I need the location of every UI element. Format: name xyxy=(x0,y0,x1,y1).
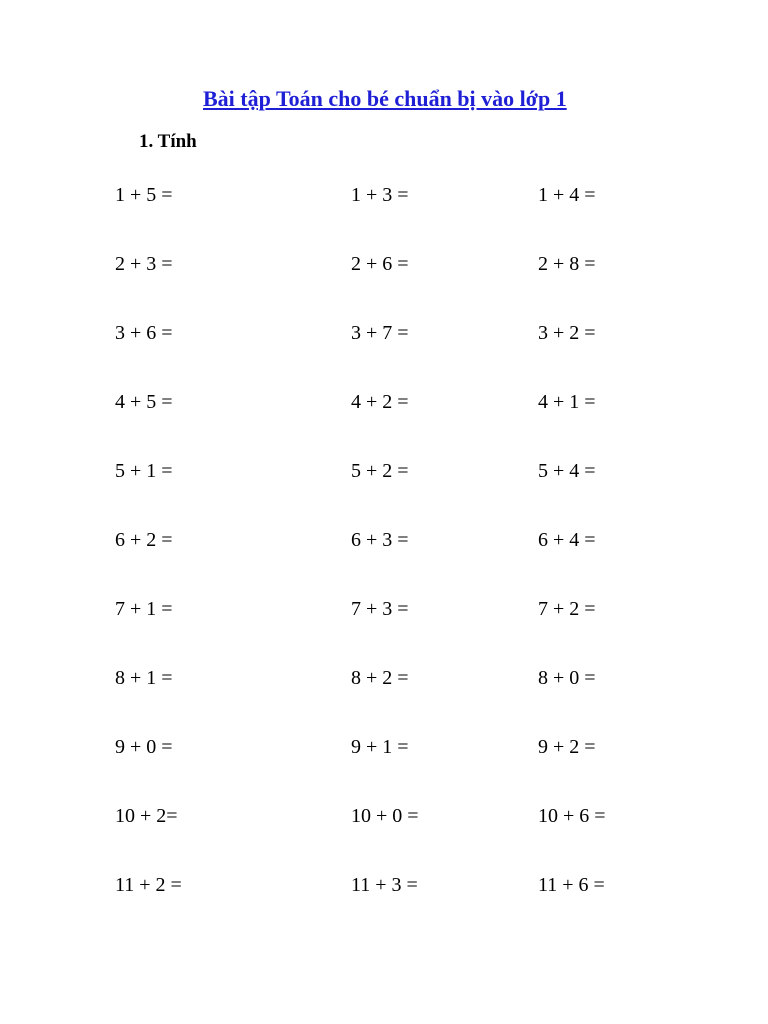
exercise-item: 4 + 5 = xyxy=(115,391,173,413)
exercise-item: 1 + 4 = xyxy=(538,184,596,206)
exercise-item: 6 + 2 = xyxy=(115,529,173,551)
exercise-item: 8 + 0 = xyxy=(538,667,596,689)
exercise-item: 3 + 7 = xyxy=(351,322,409,344)
exercise-item: 11 + 2 = xyxy=(115,874,182,896)
exercise-row xyxy=(0,184,768,214)
exercise-item: 6 + 3 = xyxy=(351,529,409,551)
exercise-item: 7 + 2 = xyxy=(538,598,596,620)
exercise-item: 6 + 4 = xyxy=(538,529,596,551)
exercise-row xyxy=(0,667,768,697)
exercise-item: 5 + 4 = xyxy=(538,460,596,482)
exercise-item: 1 + 5 = xyxy=(115,184,173,206)
exercise-item: 10 + 0 = xyxy=(351,805,419,827)
exercise-item: 2 + 6 = xyxy=(351,253,409,275)
exercise-item: 9 + 0 = xyxy=(115,736,173,758)
exercise-item: 4 + 2 = xyxy=(351,391,409,413)
exercise-row xyxy=(0,598,768,628)
exercise-item: 9 + 2 = xyxy=(538,736,596,758)
exercise-item: 3 + 2 = xyxy=(538,322,596,344)
exercise-row xyxy=(0,460,768,490)
section-heading: 1. Tính xyxy=(139,131,197,152)
exercise-item: 2 + 8 = xyxy=(538,253,596,275)
exercise-item: 8 + 1 = xyxy=(115,667,173,689)
exercise-item: 1 + 3 = xyxy=(351,184,409,206)
exercise-item: 11 + 6 = xyxy=(538,874,605,896)
exercise-row xyxy=(0,805,768,835)
exercise-item: 7 + 3 = xyxy=(351,598,409,620)
exercise-item: 8 + 2 = xyxy=(351,667,409,689)
exercise-item: 2 + 3 = xyxy=(115,253,173,275)
exercise-item: 4 + 1 = xyxy=(538,391,596,413)
exercise-row xyxy=(0,253,768,283)
exercise-row xyxy=(0,391,768,421)
exercise-item: 5 + 2 = xyxy=(351,460,409,482)
exercise-item: 3 + 6 = xyxy=(115,322,173,344)
exercise-item: 5 + 1 = xyxy=(115,460,173,482)
exercise-row xyxy=(0,529,768,559)
exercise-item: 9 + 1 = xyxy=(351,736,409,758)
exercise-item: 10 + 6 = xyxy=(538,805,606,827)
exercise-item: 11 + 3 = xyxy=(351,874,418,896)
exercise-item: 7 + 1 = xyxy=(115,598,173,620)
exercise-row xyxy=(0,874,768,904)
page-title: Bài tập Toán cho bé chuẩn bị vào lớp 1 xyxy=(203,86,567,111)
exercise-item: 10 + 2= xyxy=(115,805,178,827)
exercise-row xyxy=(0,736,768,766)
exercise-row xyxy=(0,322,768,352)
